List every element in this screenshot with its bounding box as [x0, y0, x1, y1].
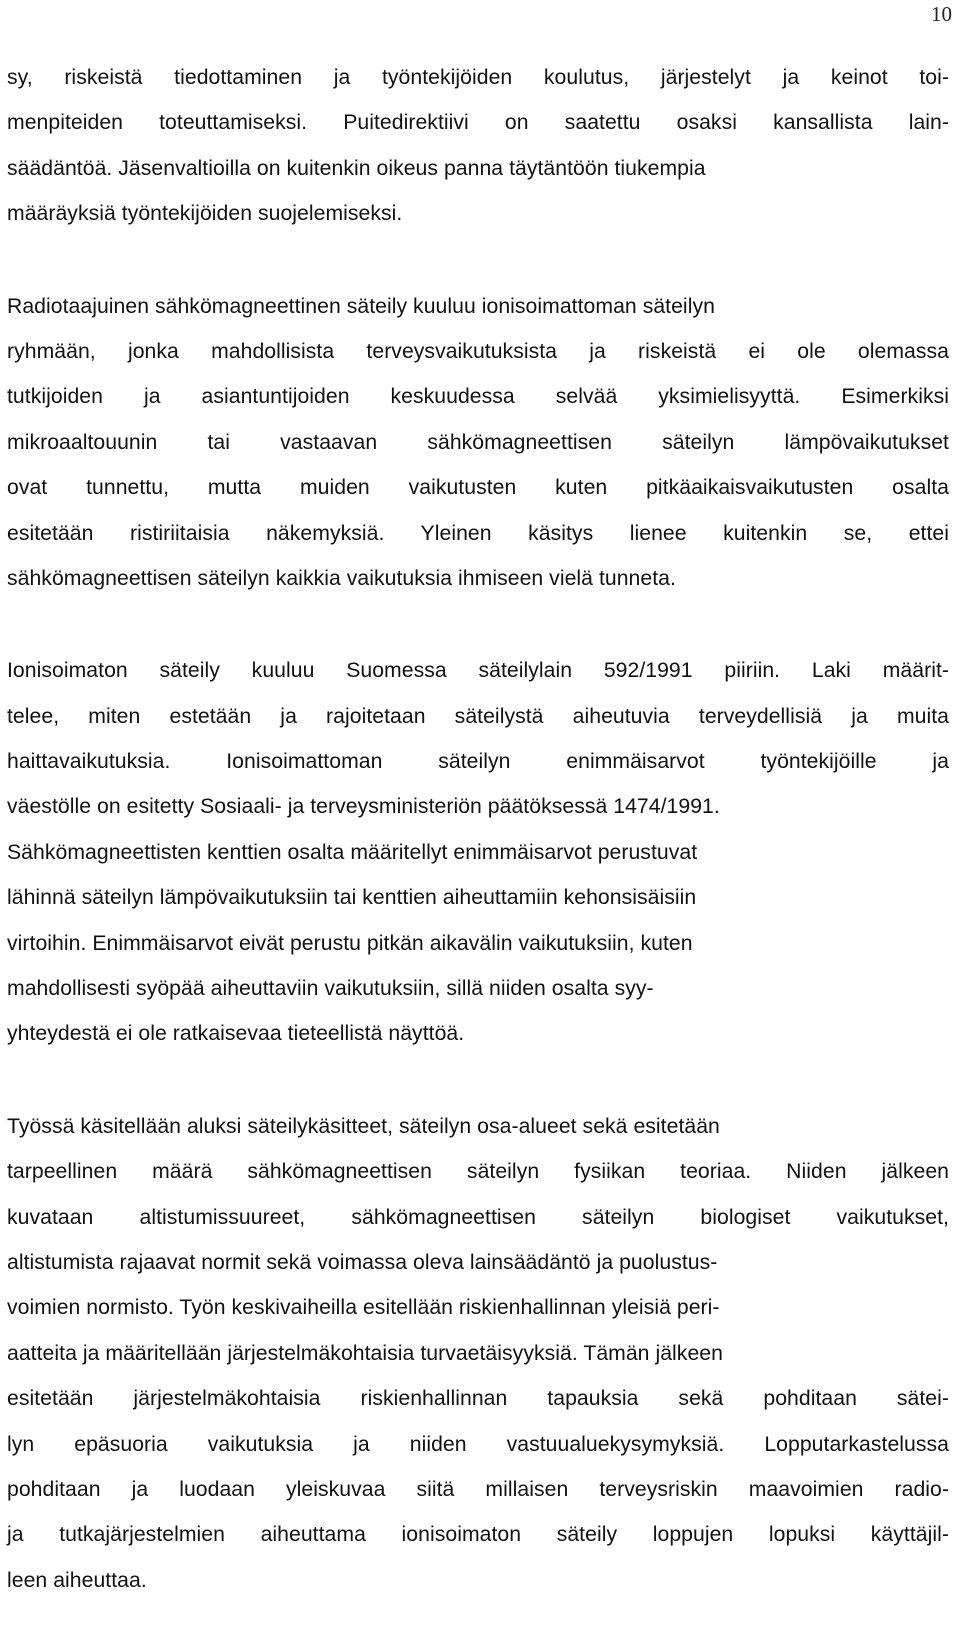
text-line: sähkömagneettisen säteilyn kaikkia vaikutuksia ihmiseen vielä tunneta. — [7, 566, 676, 590]
text-line: altistumista rajaavat normit sekä voimassa oleva lainsäädäntö ja puolustus- — [7, 1250, 718, 1274]
paragraph-radiofrequency — [7, 284, 949, 602]
text-line: tutkijoiden ja asiantuntijoiden keskuudessa selvää yksimielisyyttä. Esimerkiksi — [7, 385, 949, 409]
text-line: ja tutkajärjestelmien aiheuttama ionisoimaton säteily loppujen lopuksi käyttäjil- — [7, 1523, 949, 1547]
paragraph-gap — [7, 1057, 949, 1104]
text-line: Ionisoimaton säteily kuuluu Suomessa säteilylain 592/1991 piiriin. Laki määrit- — [7, 659, 949, 683]
document-body — [7, 55, 949, 1603]
text-line: esitetään ristiriitaisia näkemyksiä. Yleinen käsitys lienee kuitenkin se, ettei — [7, 521, 949, 545]
text-line: määräyksiä työntekijöiden suojelemiseksi. — [7, 202, 403, 226]
text-line: Sähkömagneettisten kenttien osalta määritellyt enimmäisarvot perustuvat — [7, 840, 698, 864]
text-line: yhteydestä ei ole ratkaisevaa tieteellistä näyttöä. — [7, 1022, 465, 1046]
text-line: pohditaan ja luodaan yleiskuvaa siitä millaisen terveysriskin maavoimien radio- — [7, 1477, 949, 1501]
text-line: telee, miten estetään ja rajoitetaan säteilystä aiheutuvia terveydellisiä ja muita — [7, 704, 949, 728]
text-line: kuvataan altistumissuureet, sähkömagneettisen säteilyn biologiset vaikutukset, — [7, 1205, 949, 1229]
text-line: Radiotaajuinen sähkömagneettinen säteily kuuluu ionisoimattoman säteilyn — [7, 294, 715, 318]
text-line: leen aiheuttaa. — [7, 1568, 147, 1592]
text-line: menpiteiden toteuttamiseksi. Puitedirektiivi on saatettu osaksi kansallista lain- — [7, 111, 949, 135]
text-line: lyn epäsuoria vaikutuksia ja niiden vastuualuekysymyksiä. Lopputarkastelussa — [7, 1432, 949, 1456]
text-line: mikroaaltouunin tai vastaavan sähkömagneettisen säteilyn lämpövaikutukset — [7, 430, 949, 454]
paragraph-gap — [7, 237, 949, 284]
text-line: säädäntöä. Jäsenvaltioilla on kuitenkin oikeus panna täytäntöön tiukempia — [7, 156, 706, 180]
paragraph-directive — [7, 55, 949, 237]
page-number: 10 — [931, 2, 952, 26]
text-line: ryhmään, jonka mahdollisista terveysvaikutuksista ja riskeistä ei ole olemassa — [7, 339, 949, 363]
text-line: virtoihin. Enimmäisarvot eivät perustu pitkän aikavälin vaikutuksiin, kuten — [7, 931, 693, 955]
text-line: mahdollisesti syöpää aiheuttaviin vaikutuksiin, sillä niiden osalta syy- — [7, 977, 654, 1001]
paragraph-outline — [7, 1104, 949, 1603]
text-line: sy, riskeistä tiedottaminen ja työntekijöiden koulutus, järjestelyt ja keinot toi- — [7, 66, 949, 89]
text-line: voimien normisto. Työn keskivaiheilla esitellään riskienhallinnan yleisiä peri- — [7, 1296, 720, 1320]
paragraph-gap — [7, 601, 949, 648]
text-line: tarpeellinen määrä sähkömagneettisen säteilyn fysiikan teoriaa. Niiden jälkeen — [7, 1160, 949, 1184]
text-line: esitetään järjestelmäkohtaisia riskienhallinnan tapauksia sekä pohditaan sätei- — [7, 1387, 949, 1411]
text-line: ovat tunnettu, mutta muiden vaikutusten kuten pitkäaikaisvaikutusten osalta — [7, 476, 949, 500]
text-line: lähinnä säteilyn lämpövaikutuksiin tai kenttien aiheuttamiin kehonsisäisiin — [7, 886, 697, 910]
text-line: Työssä käsitellään aluksi säteilykäsitteet, säteilyn osa-alueet sekä esitetään — [7, 1114, 720, 1138]
text-line: väestölle on esitetty Sosiaali- ja terveysministeriön päätöksessä 1474/1991. — [7, 795, 720, 819]
text-line: aatteita ja määritellään järjestelmäkohtaisia turvaetäisyyksiä. Tämän jälkeen — [7, 1341, 723, 1365]
paragraph-legislation — [7, 648, 949, 1057]
text-line: haittavaikutuksia. Ionisoimattoman säteilyn enimmäisarvot työntekijöille ja — [7, 750, 949, 774]
